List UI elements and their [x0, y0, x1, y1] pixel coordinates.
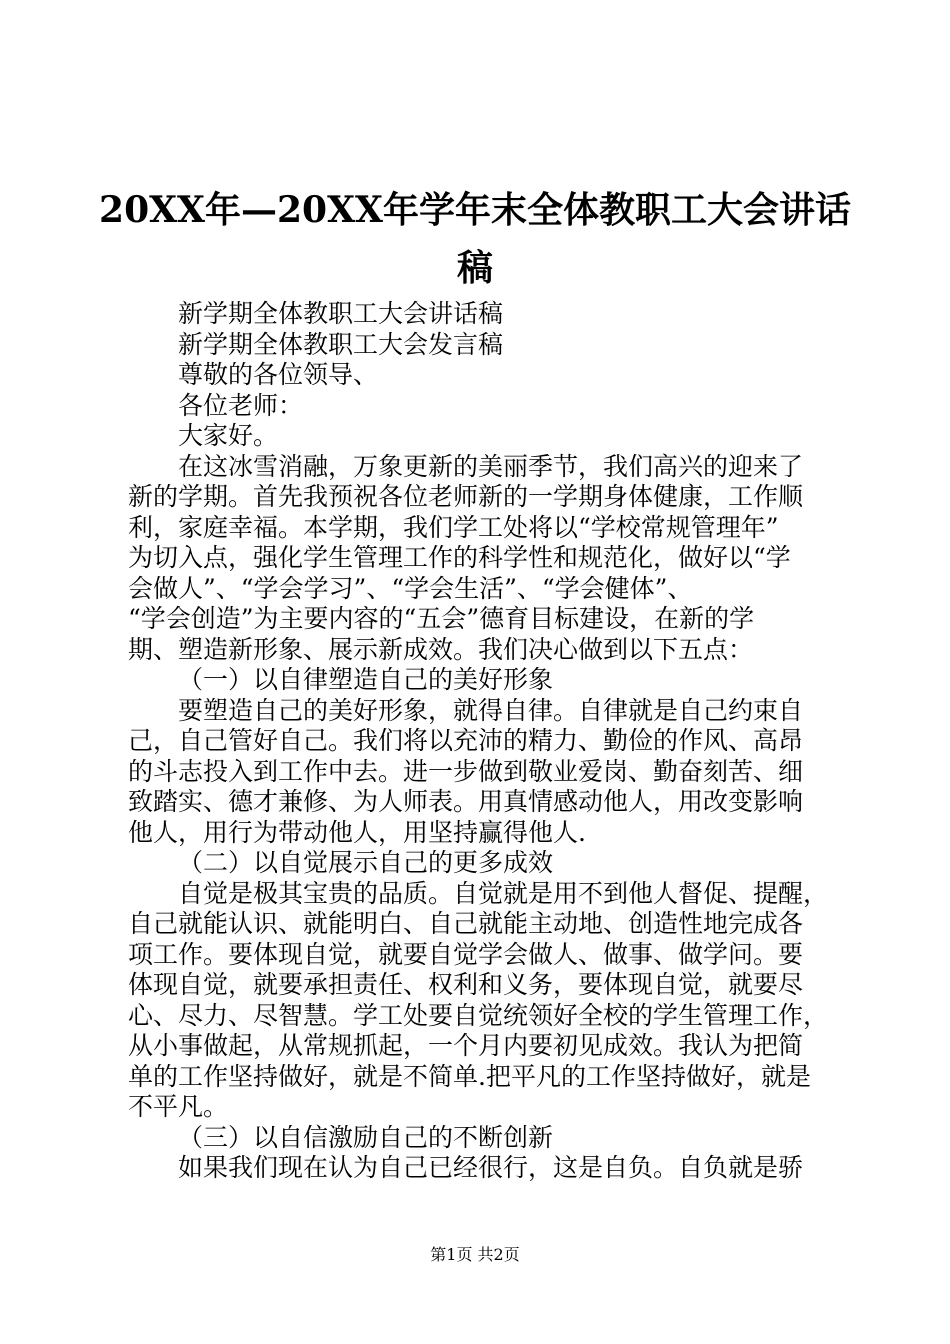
body-line: 新学期全体教职工大会发言稿: [178, 329, 504, 359]
body-line: 新的学期。首先我预祝各位老师新的一学期身体健康，工作顺: [128, 482, 804, 511]
body-line: 要塑造自己的美好形象，就得自律。自律就是自己约束自: [178, 695, 804, 725]
body-line: 新学期全体教职工大会讲话稿: [178, 299, 504, 328]
body-line: 会做人”、“学会学习”、“学会生活”、“学会健体”、: [128, 573, 693, 603]
body-line: （三）以自信激励自己的不断创新: [178, 1122, 554, 1152]
body-line: 如果我们现在认为自己已经很行，这是自负。自负就是骄: [178, 1153, 804, 1182]
body-line: 各位老师：: [178, 390, 304, 420]
document-title-continued: 稿: [456, 247, 493, 289]
body-line: （一）以自律塑造自己的美好形象: [178, 665, 554, 694]
body-line: “学会创造”为主要内容的“五会”德育目标建设，在新的学: [128, 604, 755, 633]
body-line: 项工作。要体现自觉，就要自觉学会做人、做事、做学问。要: [128, 939, 804, 969]
body-line: 自己就能认识、就能明白、自己就能主动地、创造性地完成各: [128, 909, 804, 938]
body-line: 期、塑造新形象、展示新成效。我们决心做到以下五点：: [128, 634, 754, 664]
page-footer: 第1页 共2页: [430, 1245, 520, 1264]
body-line: 致踏实、德才兼修、为人师表。用真情感动他人，用改变影响: [128, 787, 804, 816]
body-line: 他人，用行为带动他人，用坚持赢得他人.: [128, 817, 586, 847]
body-line: 不平凡。: [128, 1092, 229, 1121]
body-line: 己，自己管好自己。我们将以充沛的精力、勤俭的作风、高昂: [128, 726, 804, 755]
body-line: 利，家庭幸福。本学期，我们学工处将以“学校常规管理年”: [128, 512, 779, 542]
body-line: 在这冰雪消融，万象更新的美丽季节，我们高兴的迎来了: [178, 451, 804, 481]
body-line: 的斗志投入到工作中去。进一步做到敬业爱岗、勤奋刻苦、细: [128, 756, 804, 786]
body-line: 大家好。: [178, 421, 279, 450]
body-line: 体现自觉，就要承担责任、权利和义务，要体现自觉，就要尽: [128, 970, 804, 999]
body-line: 尊敬的各位领导、: [178, 360, 379, 389]
body-line: 心、尽力、尽智慧。学工处要自觉统领好全校的学生管理工作，: [128, 1000, 829, 1030]
body-line: （二）以自觉展示自己的更多成效: [178, 848, 554, 877]
document-title: 20XX年—20XX年学年末全体教职工大会讲话: [99, 189, 851, 231]
body-line: 为切入点，强化学生管理工作的科学性和规范化，做好以“学: [128, 543, 791, 572]
body-line: 单的工作坚持做好，就是不简单.把平凡的工作坚持做好，就是: [128, 1061, 811, 1091]
body-line: 自觉是极其宝贵的品质。自觉就是用不到他人督促、提醒，: [178, 878, 829, 908]
body-line: 从小事做起，从常规抓起，一个月内要初见成效。我认为把简: [128, 1031, 804, 1060]
